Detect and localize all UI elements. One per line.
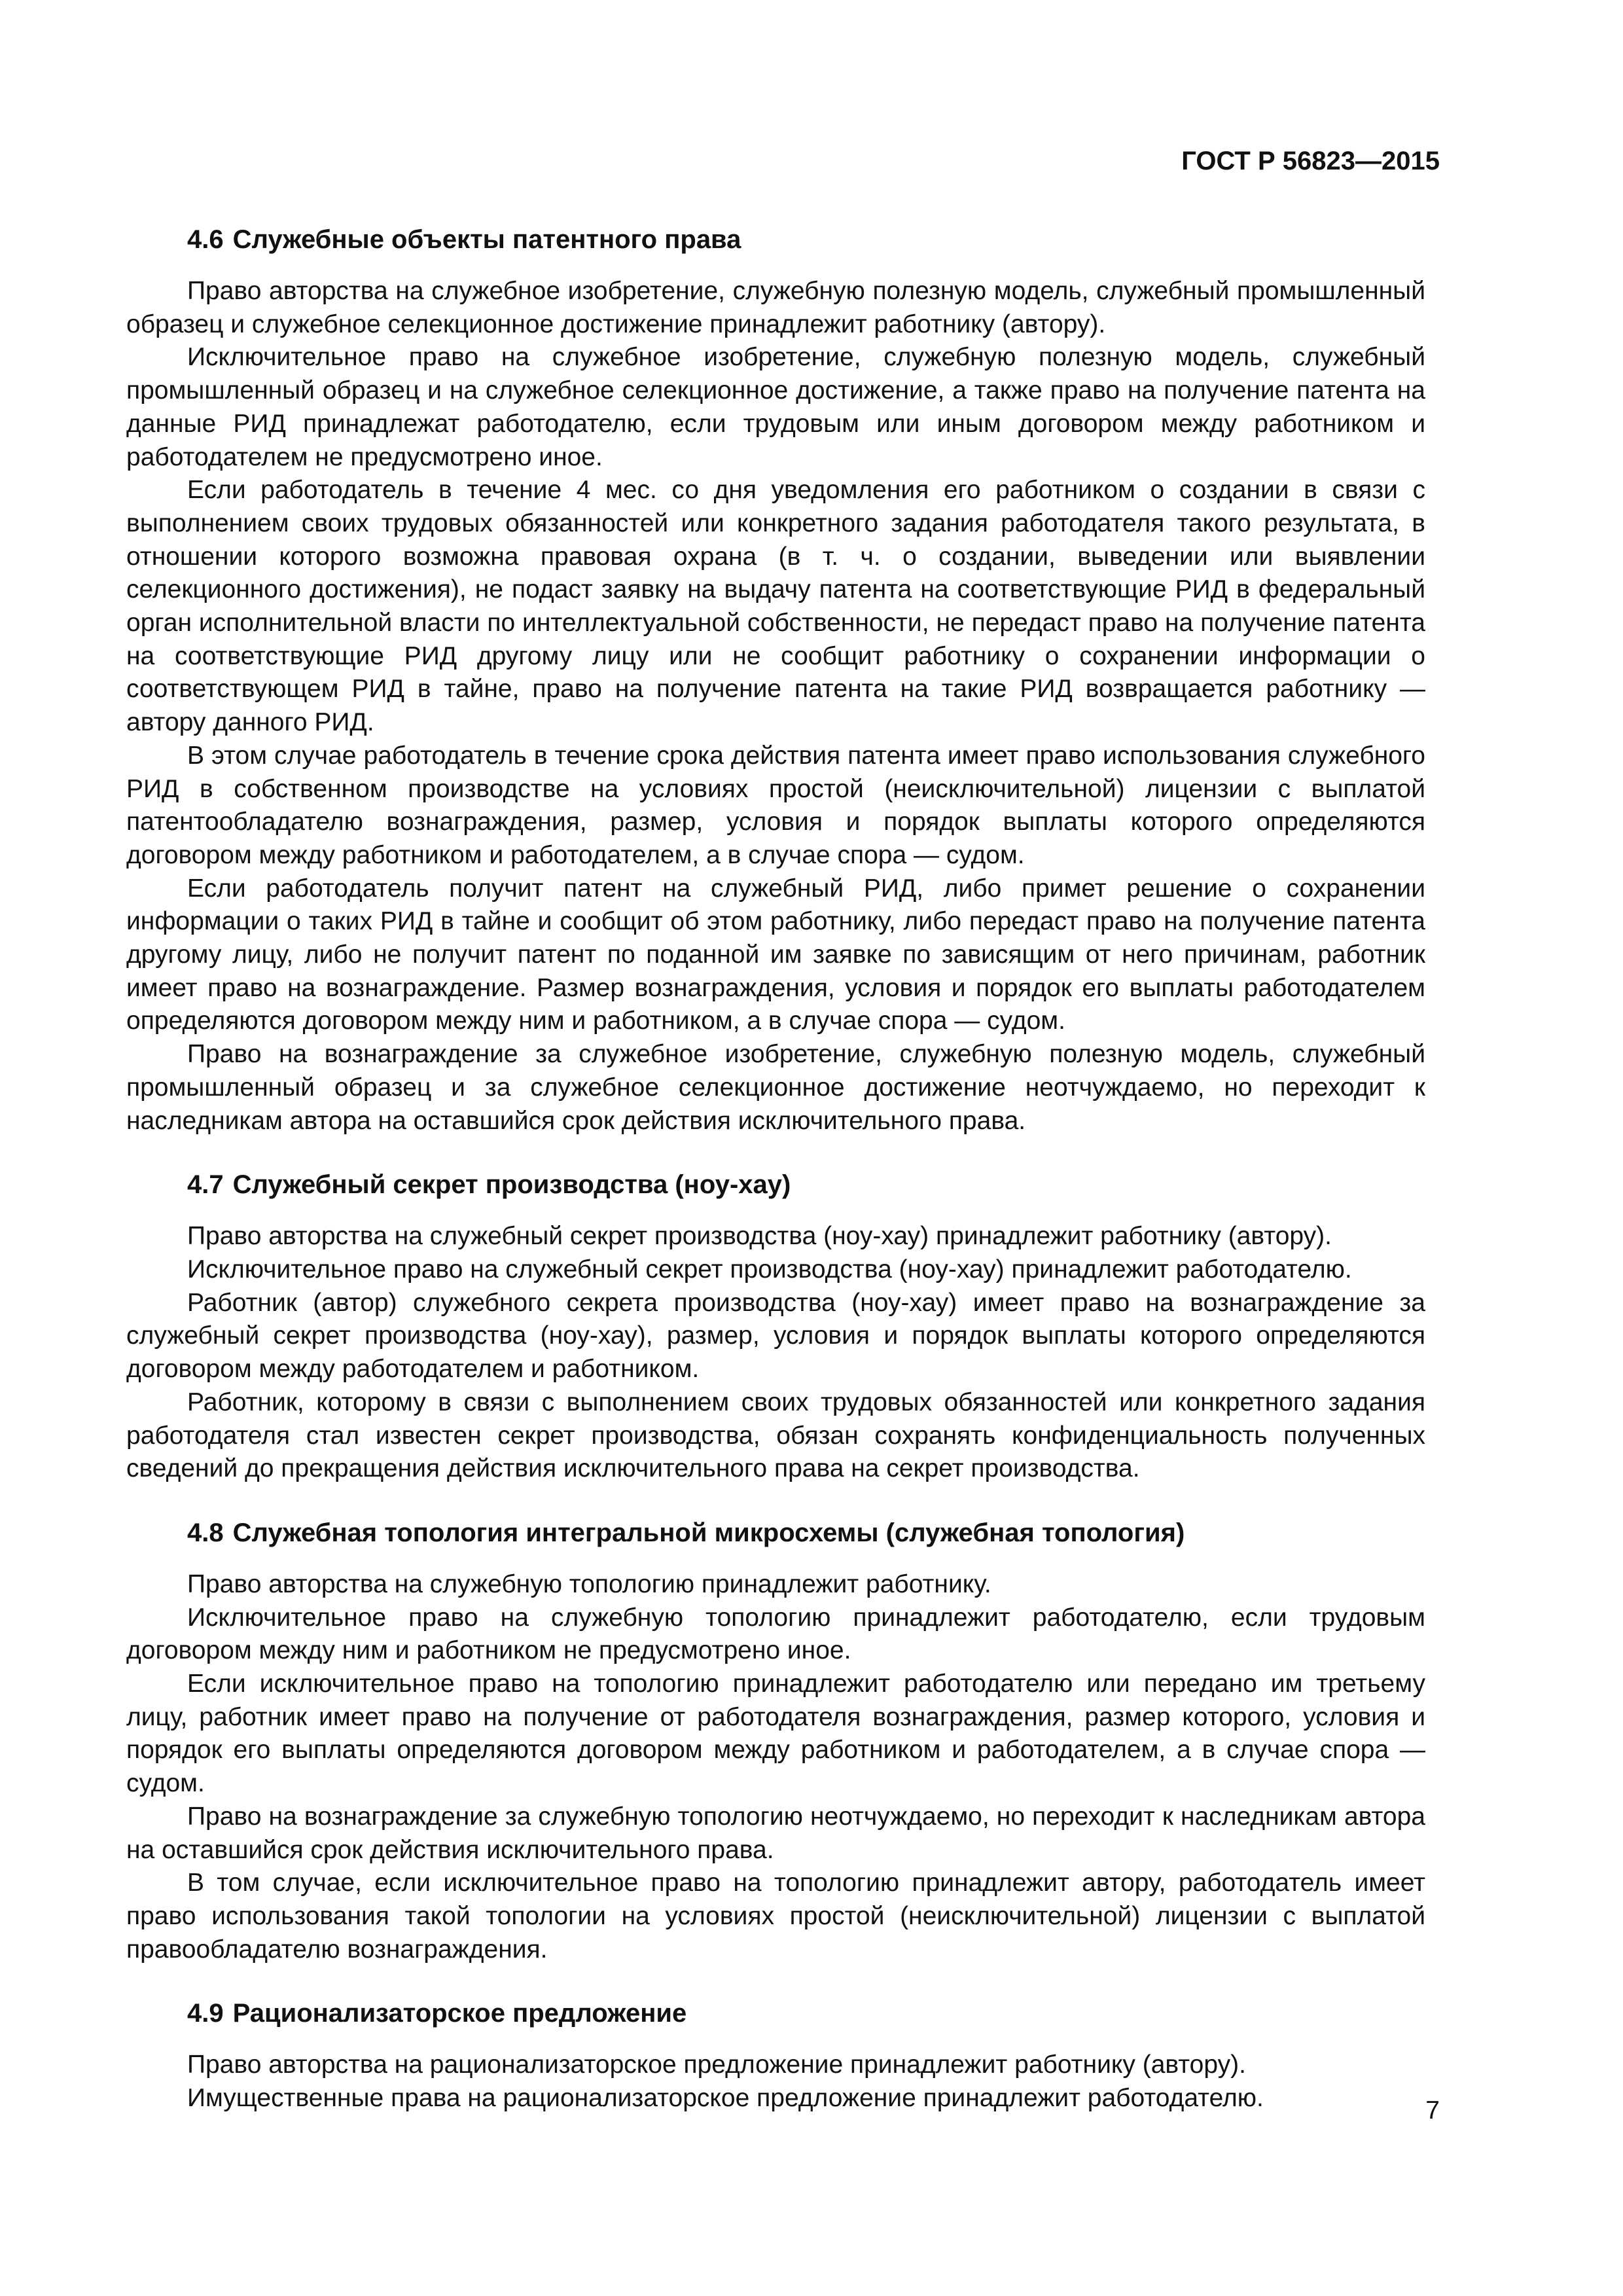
section-heading: [126, 1169, 1425, 1200]
paragraph: Работник, которому в связи с выполнением своих трудовых обязанностей или конкретного задания работодателя стал известен секрет производства, обязан сохранять конфиденциальность полученных сведений до прекращения действия исключительного права на секрет производства.: [126, 1388, 1425, 1483]
section-heading: [126, 1998, 1425, 2029]
section-4-8: [126, 1517, 1425, 1966]
paragraph: В том случае, если исключительное право на топологию принадлежит автору, работодатель имеет право использования такой топологии на условиях простой (неисключительной) лицензии с выплатой правообладателю вознаграждения.: [126, 1869, 1425, 1964]
paragraph: Право на вознаграждение за служебную топологию неотчуждаемо, но переходит к наследникам автора на оставшийся срок действия исключительного права.: [126, 1802, 1425, 1864]
paragraph: Исключительное право на служебную топологию принадлежит работодателю, если трудовым договором между ним и работником не предусмотрено иное.: [126, 1603, 1425, 1665]
paragraph: Исключительное право на служебный секрет производства (ноу-хау) принадлежит работодателю.: [187, 1255, 1352, 1283]
paragraph: Право авторства на рационализаторское предложение принадлежит работнику (автору).: [187, 2051, 1246, 2079]
section-title: Служебная топология интегральной микросхемы (служебная топология): [232, 1518, 1185, 1547]
section-4-7: [126, 1169, 1425, 1486]
paragraph: Право авторства на служебную топологию принадлежит работнику.: [187, 1570, 991, 1598]
section-title: Служебный секрет производства (ноу-хау): [232, 1170, 791, 1200]
section-number: 4.8: [187, 1518, 224, 1547]
paragraph: Имущественные права на рационализаторское предложение принадлежит работодателю.: [187, 2084, 1264, 2113]
section-title: Рационализаторское предложение: [232, 1999, 687, 2028]
section-4-9: [126, 1998, 1425, 2115]
paragraph: Право авторства на служебный секрет производства (ноу-хау) принадлежит работнику (автору).: [187, 1222, 1332, 1251]
paragraph: Право на вознаграждение за служебное изобретение, служебную полезную модель, служебный промышленный образец и за служебное селекционное достижение неотчуждаемо, но переходит к наследникам автора на оставшийся срок действия исключительного права.: [126, 1040, 1425, 1135]
section-4-6: [126, 224, 1425, 1138]
paragraph: Право авторства на служебное изобретение, служебную полезную модель, служебный промышленный образец и служебное селекционное достижение принадлежит работнику (автору).: [126, 277, 1425, 338]
document-code: ГОСТ Р 56823—2015: [1181, 147, 1440, 175]
section-title: Служебные объекты патентного права: [232, 225, 741, 254]
paragraph: Если работодатель в течение 4 мес. со дня уведомления его работником о создании в связи с выполнением своих трудовых обязанностей или конкретного задания работодателя такого результата, в отношении которого возможна правовая охрана (в т. ч. о создании, выведении или выявлении селекционного достижения), не подаст заявку на выдачу патента на соответствующие РИД в федеральный орган исполнительной власти по интеллектуальной собственности, не передаст право на получение патента на соответствующие РИД другому лицу или не сообщит работнику о сохранении информации о соответствующем РИД в тайне, право на получение патента на такие РИД возвращается работнику — автору данного РИД.: [126, 476, 1425, 737]
section-heading: [126, 224, 1425, 255]
paragraph: Если исключительное право на топологию принадлежит работодателю или передано им третьему лицу, работник имеет право на получение от работодателя вознаграждения, размер которого, условия и порядок его выплаты определяются договором между работником и работодателем, а в случае спора — судом.: [126, 1670, 1425, 1798]
section-number: 4.7: [187, 1170, 224, 1200]
paragraph: Исключительное право на служебное изобретение, служебную полезную модель, служебный промышленный образец и на служебное селекционное достижение, а также право на получение патента на данные РИД принадлежат работодателю, если трудовым или иным договором между работником и работодателем не предусмотрено иное.: [126, 343, 1425, 471]
document-body: [126, 224, 1425, 2115]
paragraph: Если работодатель получит патент на служебный РИД, либо примет решение о сохранении информации о таких РИД в тайне и сообщит об этом работнику, либо передаст право на получение патента другому лицу, либо не получит патент по поданной им заявке по зависящим от него причинам, работник имеет право на вознаграждение. Размер вознаграждения, условия и порядок его выплаты работодателем определяются договором между ним и работником, а в случае спора — судом.: [126, 874, 1425, 1035]
section-heading: [126, 1517, 1425, 1549]
section-number: 4.6: [187, 225, 224, 254]
paragraph: Работник (автор) служебного секрета производства (ноу-хау) имеет право на вознаграждение за служебный секрет производства (ноу-хау), размер, условия и порядок выплаты которого определяются договором между работодателем и работником.: [126, 1288, 1425, 1384]
paragraph: В этом случае работодатель в течение срока действия патента имеет право использования служебного РИД в собственном производстве на условиях простой (неисключительной) лицензии с выплатой патентообладателю вознаграждения, размер, условия и порядок выплаты которого определяются договором между работником и работодателем, а в случае спора — судом.: [126, 741, 1425, 869]
page-number: 7: [1425, 2096, 1440, 2125]
section-number: 4.9: [187, 1999, 224, 2028]
